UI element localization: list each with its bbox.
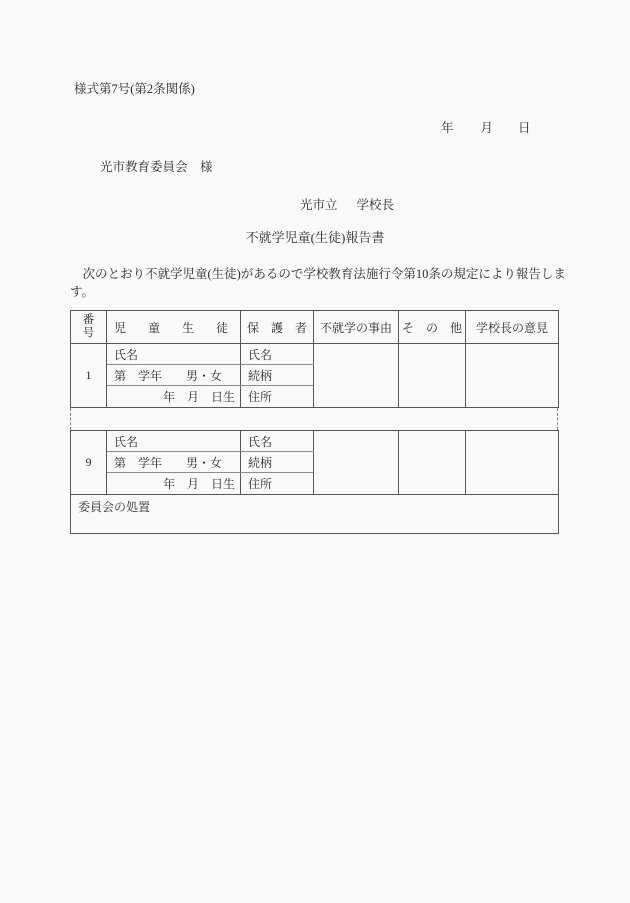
row9-opinion-cell	[466, 431, 559, 495]
row1-guardian-address-cell: 住所	[241, 386, 314, 408]
row1-number-cell: 1	[71, 344, 107, 408]
school-prefix-label: 光市立	[300, 198, 338, 212]
row1-other-cell	[399, 344, 466, 408]
report-table-section-2	[70, 430, 559, 534]
row9-other-cell	[399, 431, 466, 495]
row9-guardian-name-cell: 氏名	[241, 431, 314, 452]
committee-row	[71, 495, 559, 534]
body-line-2: す。	[70, 285, 95, 299]
row1-reason-cell	[314, 344, 399, 408]
month-label: 月	[480, 121, 494, 135]
addressee-line: 光市教育委員会 様	[100, 160, 213, 174]
principal-title-label: 学校長	[356, 198, 395, 212]
row9-number-cell: 9	[71, 431, 107, 495]
header-reason: 不就学の事由	[314, 311, 399, 344]
row1-name-line	[71, 344, 559, 365]
row1-student-name-cell: 氏名	[107, 344, 241, 365]
report-table-section-1	[70, 310, 559, 408]
year-label: 年	[441, 121, 454, 135]
header-number	[71, 311, 107, 344]
sender-line	[300, 195, 394, 213]
form-number-label: 様式第7号(第2条関係)	[74, 82, 195, 96]
row9-reason-cell	[314, 431, 399, 495]
body-line-1: 次のとおり不就学児童(生徒)があるので学校教育法施行令第10条の規定により報告しま	[70, 267, 566, 281]
header-guardian: 保 護 者	[241, 311, 314, 344]
committee-disposition-cell: 委員会の処置	[71, 495, 559, 534]
header-other: そ の 他	[399, 311, 466, 344]
date-line	[441, 118, 531, 136]
row9-student-birth-cell: 年 月 日生	[107, 473, 241, 495]
header-principal-opinion: 学校長の意見	[466, 311, 559, 344]
body-paragraph	[70, 265, 582, 301]
row9-student-grade-cell: 第 学年 男・女	[107, 452, 241, 473]
row1-guardian-name-cell: 氏名	[241, 344, 314, 365]
row1-opinion-cell	[466, 344, 559, 408]
row9-guardian-address-cell: 住所	[241, 473, 314, 495]
row9-guardian-relation-cell: 続柄	[241, 452, 314, 473]
header-number-label: 番号	[82, 313, 95, 339]
row1-student-birth-cell: 年 月 日生	[107, 386, 241, 408]
header-student: 児 童 生 徒	[107, 311, 241, 344]
row9-student-name-cell: 氏名	[107, 431, 241, 452]
document-title: 不就学児童(生徒)報告書	[245, 230, 385, 245]
day-label: 日	[518, 121, 531, 135]
table-header-row	[71, 311, 559, 344]
row1-guardian-relation-cell: 続柄	[241, 365, 314, 386]
report-table	[70, 310, 558, 534]
omitted-rows-gap	[70, 408, 558, 430]
row9-name-line	[71, 431, 559, 452]
row1-student-grade-cell: 第 学年 男・女	[107, 365, 241, 386]
